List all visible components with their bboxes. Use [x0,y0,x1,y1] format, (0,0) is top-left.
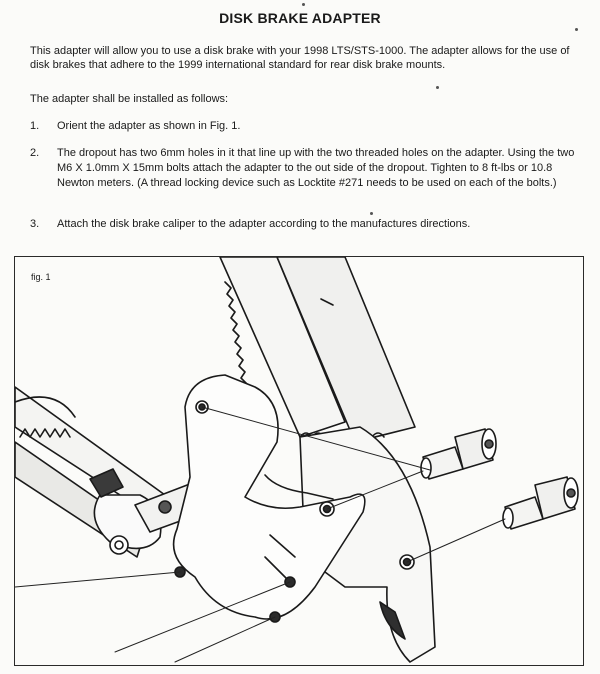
bolt-lower-illustration [503,477,578,529]
page-title: DISK BRAKE ADAPTER [219,10,381,26]
scan-speck [436,86,439,89]
bolt-upper-illustration [421,429,496,479]
step-number: 3. [30,218,40,230]
install-heading: The adapter shall be installed as follows: [30,93,229,105]
step-2 [30,146,575,191]
step-1 [30,119,575,134]
intro-paragraph: This adapter will allow you to use a disk brake with your 1998 LTS/STS-1000. The adapter allows for the use of disk brakes that adhere to the 1999 international standard for rear disk brake mounts. [30,45,570,71]
figure-1 [14,256,584,666]
brake-adapter-illustration [15,257,584,666]
step-text: Orient the adapter as shown in Fig. 1. [57,120,241,132]
step-text: The dropout has two 6mm holes in it that line up with the two threaded holes on the adapter. Using the two M6 X 1.0mm X 15mm bolts attach the adapter to the out side of the dropout. Tighten to 8 ft-lbs or 10.8 Newton meters. (A thread locking device such as Locktite #271 needs to be used on each of the bolts.) [57,147,575,189]
step-number: 1. [30,120,40,132]
scan-speck [575,28,578,31]
step-3 [30,217,575,232]
step-text: Attach the disk brake caliper to the adapter according to the manufactures directions. [57,218,471,230]
scan-speck [302,3,305,6]
figure-label: fig. 1 [31,272,51,282]
step-number: 2. [30,147,40,159]
scan-speck [370,212,373,215]
